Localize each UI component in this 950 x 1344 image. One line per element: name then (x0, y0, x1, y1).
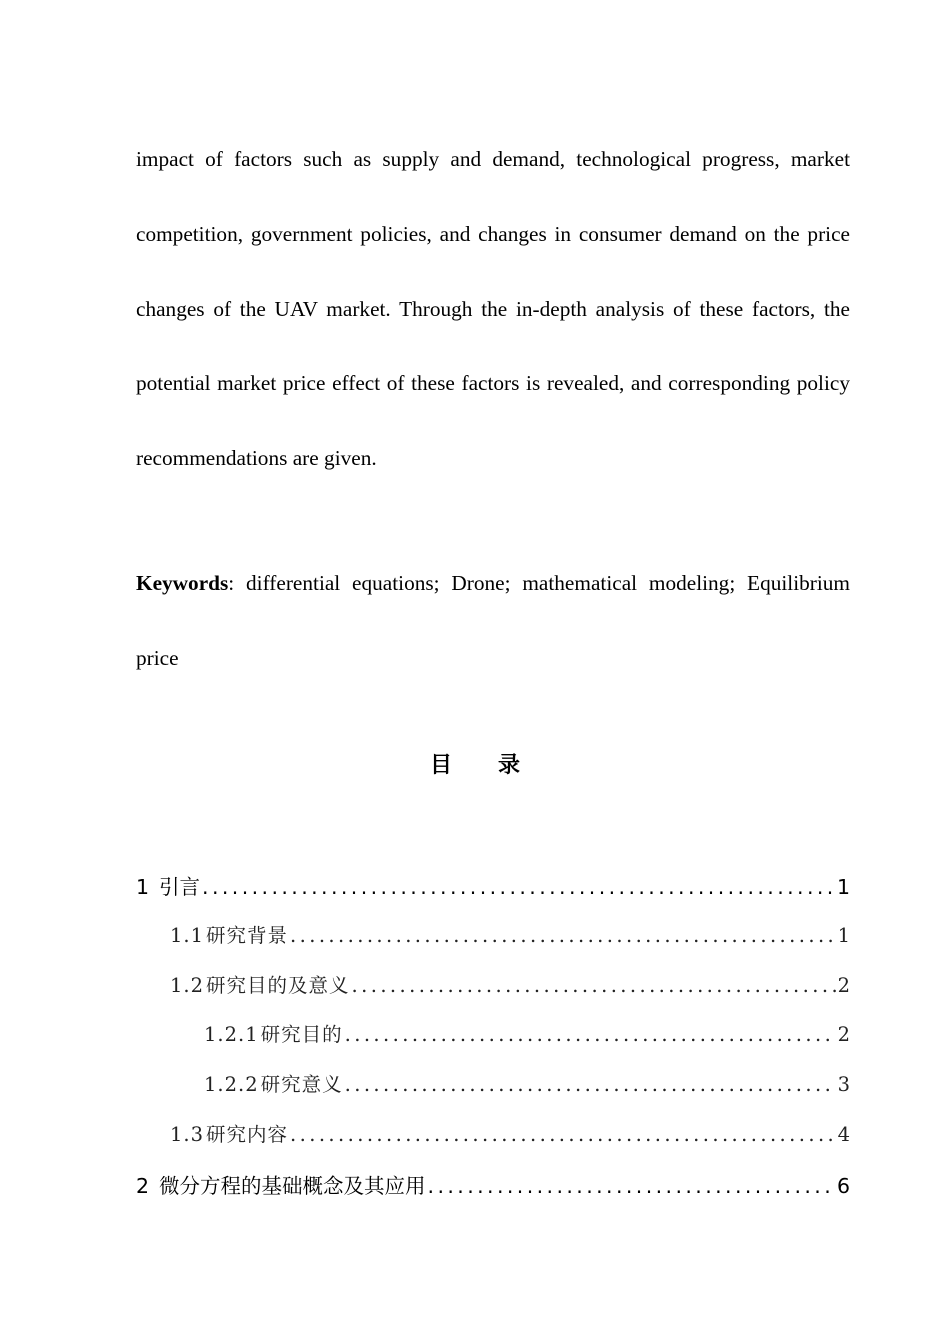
toc-entry-1[interactable] (136, 870, 850, 920)
toc-entry-label: 研究目的 (260, 1023, 343, 1047)
toc-entry-number: 2 (136, 1173, 150, 1198)
toc-entry-label: 研究目的及意义 (206, 973, 350, 997)
toc-dot-leader (345, 1073, 836, 1096)
toc-page-number: 4 (837, 1122, 850, 1146)
toc-page-number: 1 (836, 875, 850, 899)
toc-entry-label: 研究背景 (206, 923, 289, 947)
table-of-contents (136, 870, 850, 1219)
toc-title-char-2: 录 (498, 753, 521, 778)
toc-dot-leader (202, 875, 835, 899)
toc-entry-number: 1 (136, 875, 150, 899)
abstract-paragraph: impact of factors such as supply and demand, technological progress, market competition, government policies, and changes in consumer demand on the price changes of the UAV market. Through the in-depth analysis of these factors, the potential market price effect of these factors is revealed, and corresponding policy recommendations are given. (136, 147, 850, 471)
toc-dot-leader (345, 1023, 836, 1046)
toc-entry-number: 1.1 (170, 923, 205, 947)
toc-dot-leader (290, 924, 836, 947)
toc-dot-leader (290, 1123, 836, 1146)
toc-title-char-1: 目 (429, 753, 452, 778)
toc-dot-leader (352, 974, 836, 997)
toc-page-number: 6 (836, 1173, 850, 1198)
toc-entry-1-1[interactable] (136, 920, 850, 970)
toc-entry-1-2[interactable] (136, 970, 850, 1020)
toc-page-number: 3 (837, 1073, 850, 1097)
toc-entry-number: 1.3 (170, 1122, 205, 1146)
toc-dot-leader (428, 1174, 835, 1198)
toc-page-number: 1 (837, 923, 850, 947)
toc-entry-number: 1.2 (170, 973, 205, 997)
toc-page-number: 2 (837, 973, 850, 997)
toc-entry-label: 引言 (159, 875, 201, 899)
keywords-text: : differential equations; Drone; mathematical modeling; Equilibrium price (136, 571, 850, 670)
toc-entry-1-2-2[interactable] (136, 1069, 850, 1119)
toc-entry-label: 研究意义 (260, 1073, 343, 1097)
toc-entry-number: 1.2.1 (204, 1023, 259, 1047)
keywords-paragraph (136, 546, 850, 696)
toc-entry-number: 1.2.2 (204, 1073, 259, 1097)
keywords-label: Keywords (136, 571, 229, 595)
toc-entry-label: 研究内容 (206, 1122, 289, 1146)
toc-entry-1-2-1[interactable] (136, 1019, 850, 1069)
toc-entry-label: 微分方程的基础概念及其应用 (159, 1173, 426, 1198)
toc-title (0, 748, 950, 779)
toc-entry-1-3[interactable] (136, 1119, 850, 1169)
toc-entry-2[interactable] (136, 1169, 850, 1219)
toc-page-number: 2 (837, 1023, 850, 1047)
